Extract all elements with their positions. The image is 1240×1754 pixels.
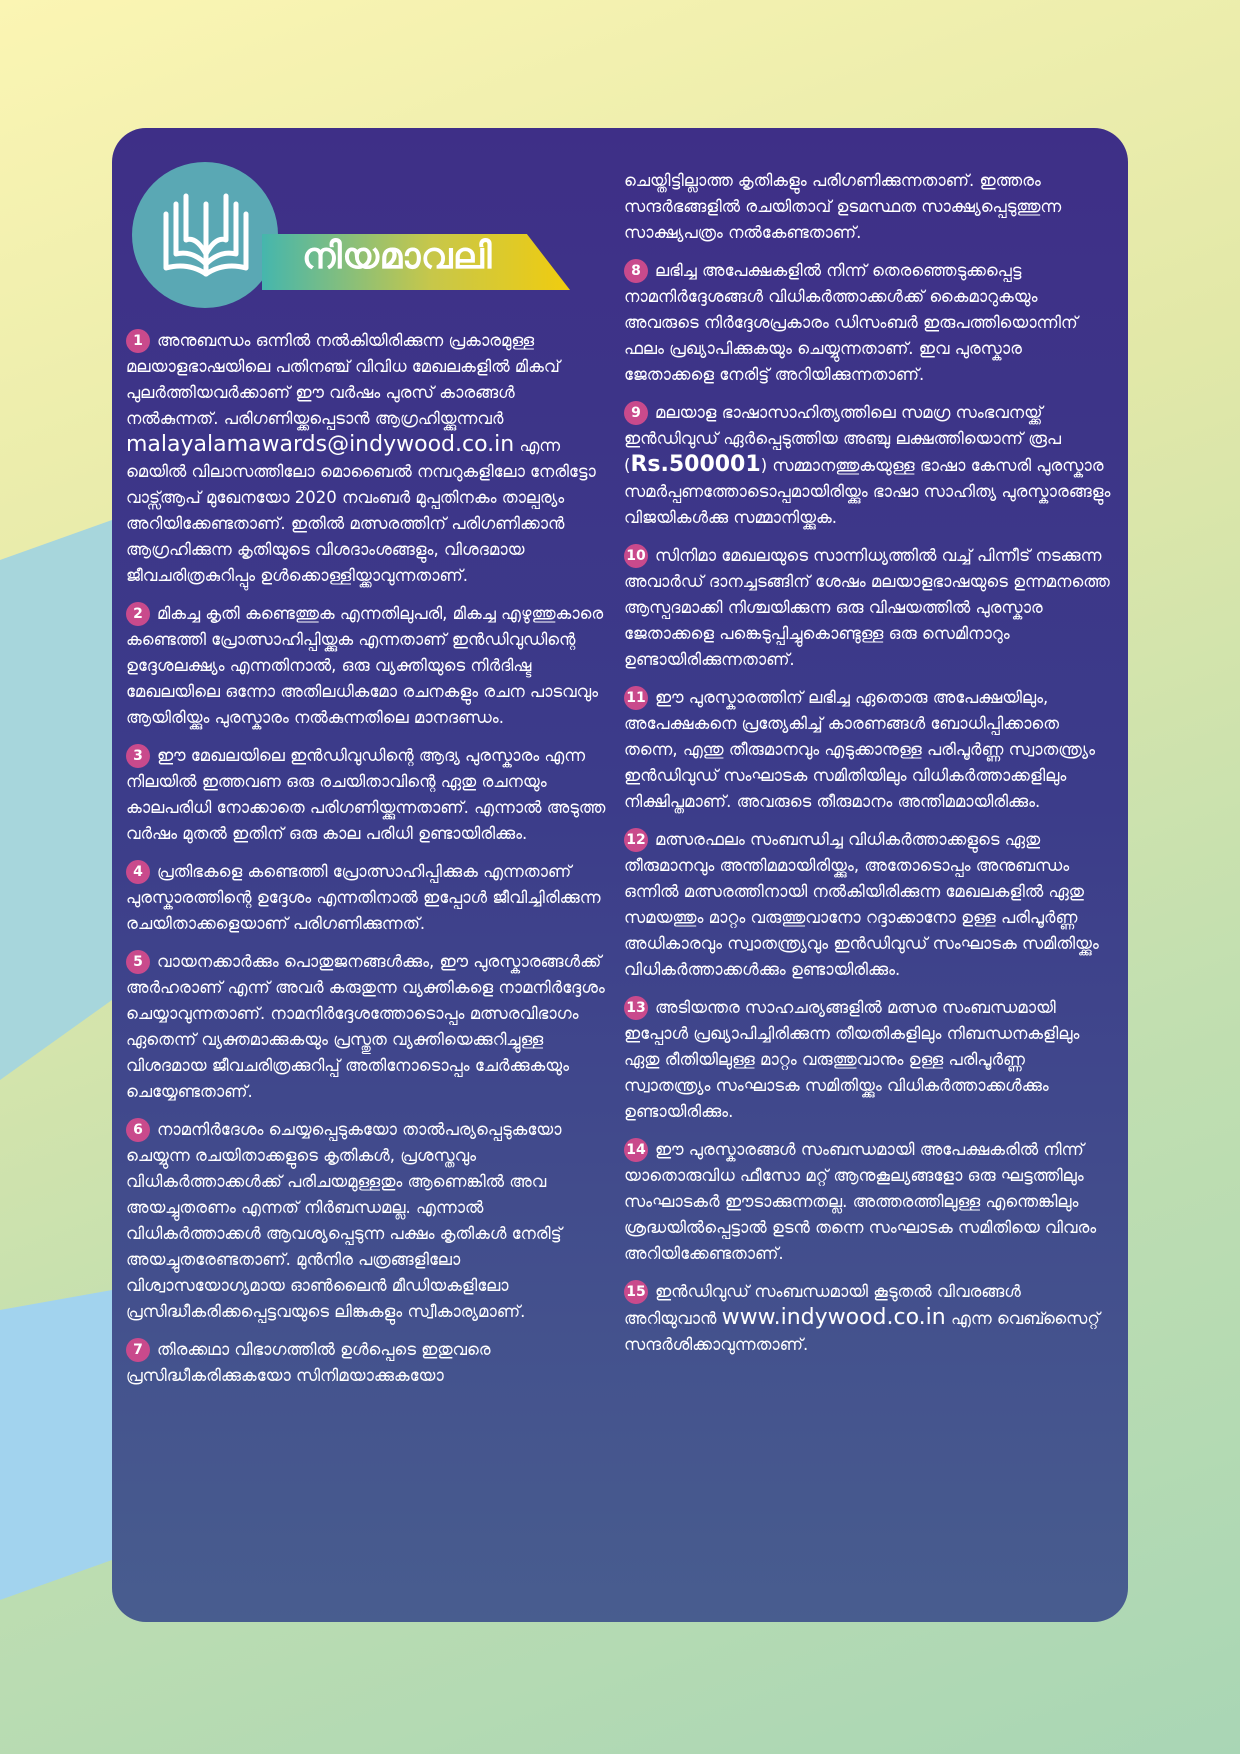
left-column [126,328,606,1401]
rule-number: 6 [126,1118,150,1142]
rule-number: 8 [624,259,648,283]
rule-number: 10 [624,544,648,568]
rule-9 [624,400,1116,531]
email-link[interactable]: malayalamawards@indywood.co.in [126,432,515,457]
rule-text: ചെയ്തിട്ടില്ലാത്ത കൃതികളും പരിഗണിക്കുന്നതാണ്. ഇത്തരം സന്ദർഭങ്ങളിൽ രചയിതാവ് ഉടമസ്ഥത സാക്ഷ്യപ്പെടുത്തുന്ന സാക്ഷ്യപത്രം നൽകേണ്ടതാണ്. [624,171,1062,242]
rule-number: 12 [624,828,648,852]
rule-text-cont: എന്ന മെയിൽ വിലാസത്തിലോ മൊബൈൽ നമ്പറുകളിലോ നേരിട്ടോ വാട്സ്ആപ് മുഖേനയോ 2020 നവംബർ മുപ്പതിനകം താല്പര്യം അറിയിക്കേണ്ടതാണ്. ഇതിൽ മത്സരത്തിന് പരിഗണിക്കാൻ ആഗ്രഹിക്കുന്ന കൃതിയുടെ വിശദാംശങ്ങളും, വിശദമായ ജീവചരിത്രകുറിപ്പും ഉൾക്കൊള്ളിയ്ക്കാവുന്നതാണ്. [126,436,596,585]
rule-text: നാമനിർദേശം ചെയ്യപ്പെടുകയോ താൽപര്യപ്പെടുകയോ ചെയ്യുന്ന രചയിതാക്കളുടെ കൃതികൾ, പ്രശസ്തവും വിധികർത്താക്കൾക്ക് പരിചയമുള്ളതും ആണെങ്കിൽ അവ അയച്ചുതരണം എന്നത് നിർബന്ധമല്ല. എന്നാൽ വിധികർത്താക്കൾ ആവശ്യപ്പെടുന്ന പക്ഷം കൃതികൾ നേരിട്ട് അയച്ചുതരേണ്ടതാണ്. മുൻനിര പത്രങ്ങളിലോ വിശ്വാസയോഗ്യമായ ഓൺലൈൻ മീഡിയകളിലോ പ്രസിദ്ധീകരിക്കപ്പെട്ടവയുടെ ലിങ്കുകളും സ്വീകാര്യമാണ്. [126,1120,562,1321]
rule-text: വായനക്കാർക്കും പൊതുജനങ്ങൾക്കും, ഈ പുരസ്കാരങ്ങൾക്ക് അർഹരാണ് എന്ന് അവർ കരുതുന്ന വ്യക്തികളെ നാമനിർദ്ദേശം ചെയ്യാവുന്നതാണ്. നാമനിർദ്ദേശത്തോടൊപ്പം മത്സരവിഭാഗം ഏതെന്ന് വ്യക്തമാക്കുകയും പ്രസ്തുത വ്യക്തിയെക്കുറിച്ചുള്ള വിശദമായ ജീവചരിത്രക്കുറിപ്പ് അതിനോടൊപ്പം ചേർക്കുകയും ചെയ്യേണ്ടതാണ്. [126,952,605,1101]
rule-text: അടിയന്തര സാഹചര്യങ്ങളിൽ മത്സര സംബന്ധമായി ഇപ്പോൾ പ്രഖ്യാപിച്ചിരിക്കുന്ന തീയതികളിലും നിബന്ധനകളിലും ഏതു രീതിയിലുള്ള മാറ്റം വരുത്തുവാനും ഉള്ള പരിപൂർണ്ണ സ്വാതന്ത്ര്യം സംഘാടക സമിതിയ്ക്കും വിധികർത്താക്കൾക്കും ഉണ്ടായിരിക്കും. [624,998,1080,1121]
right-column [624,168,1116,1370]
rule-text-cont: ) സമ്മാനത്തുകയുള്ള ഭാഷാ കേസരി പുരസ്കാര സമർപ്പണത്തോടൊപ്പമായിരിയ്ക്കും ഭാഷാ സാഹിത്യ പുരസ്കാരങ്ങളും വിജയികൾക്കു സമ്മാനിയ്ക്കുക. [624,456,1111,527]
rule-10 [624,543,1116,673]
rule-text: അനുബന്ധം ഒന്നിൽ നൽകിയിരിക്കുന്ന പ്രകാരമുള്ള മലയാളഭാഷയിലെ പതിനഞ്ച് വിവിധ മേഖലകളിൽ മികവ് പുലർത്തിയവർക്കാണ് ഈ വർഷം പുരസ് കാരങ്ങൾ നൽകുന്നത്. പരിഗണിയ്ക്കപ്പെടാൻ ആഗ്രഹിയ്ക്കുന്നവർ [126,331,560,428]
rule-text: പ്രതിഭകളെ കണ്ടെത്തി പ്രോത്സാഹിപ്പിക്കുക എന്നതാണ് പുരസ്കാരത്തിന്റെ ഉദ്ദേശം എന്നതിനാൽ ഇപ്പോൾ ജീവിച്ചിരിക്കുന്ന രചയിതാക്കളെയാണ് പരിഗണിക്കുന്നത്. [126,862,601,933]
rule-number: 15 [624,1280,648,1304]
rule-5 [126,949,606,1105]
rule-text: മികച്ച കൃതി കണ്ടെത്തുക എന്നതിലുപരി, മികച്ച എഴുത്തുകാരെ കണ്ടെത്തി പ്രോത്സാഹിപ്പിയ്ക്കുക എന്നതാണ് ഇൻഡിവുഡിന്റെ ഉദ്ദേശലക്ഷ്യം എന്നതിനാൽ, ഒരു വ്യക്തിയുടെ നിർദിഷ്ട മേഖലയിലെ ഒന്നോ അതിലധികമോ രചനകളും രചന പാടവവും ആയിരിയ്ക്കും പുരസ്കാരം നൽകുന്നതിലെ മാനദണ്ഡം. [126,604,604,727]
rule-number: 7 [126,1338,150,1362]
rule-number: 2 [126,602,150,626]
page-title: നിയമാവലി [302,236,493,277]
rule-2 [126,601,606,731]
prize-amount: Rs.500001 [630,452,761,477]
rule-8 [624,258,1116,388]
rule-3 [126,743,606,847]
rule-6 [126,1117,606,1325]
rule-text: മലയാള ഭാഷാസാഹിത്യത്തിലെ സമഗ്ര സംഭവനയ്ക്ക് ഇൻഡിവുഡ് ഏർപ്പെടുത്തിയ അഞ്ചു ലക്ഷത്തിയൊന്ന് രൂപ ( [624,403,1062,475]
rule-4 [126,859,606,937]
website-link[interactable]: www.indywood.co.in [721,1305,946,1330]
rule-text: ഈ പുരസ്കാരങ്ങൾ സംബന്ധമായി അപേക്ഷകരിൽ നിന്ന് യാതൊരുവിധ ഫീസോ മറ്റ് ആനുകൂല്യങ്ങളോ ഒരു ഘട്ടത്തിലും സംഘാടകർ ഈടാക്കുന്നതല്ല. അത്തരത്തിലുള്ള എന്തെങ്കിലും ശ്രദ്ധയിൽപ്പെട്ടാൽ ഉടൻ തന്നെ സംഘാടക സമിതിയെ വിവരം അറിയിക്കേണ്ടതാണ്. [624,1140,1097,1263]
rule-text: തിരക്കഥാ വിഭാഗത്തിൽ ഉൾപ്പെടെ ഇതുവരെ പ്രസിദ്ധീകരിക്കുകയോ സിനിമയാക്കുകയോ [126,1340,491,1385]
rule-14 [624,1137,1116,1267]
rule-number: 3 [126,744,150,768]
rule-number: 11 [624,686,648,710]
rule-text: ഇൻഡിവുഡ് സംബന്ധമായി കൂടുതൽ വിവരങ്ങൾ അറിയുവാൻ [624,1282,1021,1328]
rule-12 [624,827,1116,983]
book-logo [132,162,278,308]
rule-text: ഈ പുരസ്കാരത്തിന് ലഭിച്ച ഏതൊരു അപേക്ഷയിലും, അപേക്ഷകനെ പ്രത്യേകിച്ച് കാരണങ്ങൾ ബോധിപ്പിക്കാതെ തന്നെ, എന്തു തീരുമാനവും എടുക്കാനുള്ള പരിപൂർണ്ണ സ്വാതന്ത്ര്യം ഇൻഡിവുഡ് സംഘാടക സമിതിയിലും വിധികർത്താക്കളിലും നിക്ഷിപ്തമാണ്. അവരുടെ തീരുമാനം അന്തിമമായിരിക്കും. [624,688,1095,811]
rule-1 [126,328,606,589]
rule-7-continued [624,168,1116,246]
rules-card [112,128,1128,1622]
rule-text: മത്സരഫലം സംബന്ധിച്ച വിധികർത്താക്കളുടെ ഏതു തീരുമാനവും അന്തിമമായിരിയ്ക്കും, അതോടൊപ്പം അനുബന്ധം ഒന്നിൽ മത്സരത്തിനായി നൽകിയിരിക്കുന്ന മേഖലകളിൽ ഏതു സമയത്തും മാറ്റം വരുത്തുവാനോ റദ്ദാക്കാനോ ഉള്ള പരിപൂർണ്ണ അധികാരവും സ്വാതന്ത്ര്യവും ഇൻഡിവുഡ് സംഘാടക സമിതിയ്ക്കും വിധികർത്താക്കൾക്കും ഉണ്ടായിരിക്കും. [624,830,1099,979]
rule-number: 5 [126,950,150,974]
rule-11 [624,685,1116,815]
rule-number: 9 [624,401,648,425]
rule-number: 4 [126,860,150,884]
rule-text: ഈ മേഖലയിലെ ഇൻഡിവുഡിന്റെ ആദ്യ പുരസ്കാരം എന്ന നിലയിൽ ഇത്തവണ ഒരു രചയിതാവിന്റെ ഏതു രചനയും കാലപരിധി നോക്കാതെ പരിഗണിയ്ക്കുന്നതാണ്. എന്നാൽ അടുത്ത വർഷം മുതൽ ഇതിന് ഒരു കാല പരിധി ഉണ്ടായിരിക്കും. [126,746,606,843]
background-shape-lower [0,1290,112,1600]
open-book-icon [154,184,258,288]
rule-15 [624,1279,1116,1358]
rule-number: 14 [624,1138,648,1162]
rule-number: 13 [624,996,648,1020]
rule-text: സിനിമാ മേഖലയുടെ സാന്നിധ്യത്തിൽ വച്ച് പിന്നീട് നടക്കുന്ന അവാർഡ് ദാനച്ചടങ്ങിന് ശേഷം മലയാളഭാഷയുടെ ഉന്നമനത്തെ ആസ്പദമാക്കി നിശ്ചയിക്കുന്ന ഒരു വിഷയത്തിൽ പുരസ്കാര ജേതാക്കളെ പങ്കെടുപ്പിച്ചുകൊണ്ടുള്ള ഒരു സെമിനാറും ഉണ്ടായിരിക്കുന്നതാണ്. [624,546,1110,669]
rule-7 [126,1337,606,1389]
rule-number: 1 [126,329,150,353]
rule-text: ലഭിച്ച അപേക്ഷകളിൽ നിന്ന് തെരഞ്ഞെടുക്കപ്പെട്ട നാമനിർദ്ദേശങ്ങൾ വിധികർത്താക്കൾക്ക് കൈമാറുകയും അവരുടെ നിർദ്ദേശപ്രകാരം ഡിസംബർ ഇരുപത്തിയൊന്നിന് ഫലം പ്രഖ്യാപിക്കുകയും ചെയ്യുന്നതാണ്. ഇവ പുരസ്കാര ജേതാക്കളെ നേരിട്ട് അറിയിക്കുന്നതാണ്. [624,261,1078,384]
rule-text-cont: എന്ന വെബ്സൈറ്റ് സന്ദർശിക്കാവുന്നതാണ്. [624,1309,1100,1354]
rule-13 [624,995,1116,1125]
background-shape-upper [0,520,112,1080]
